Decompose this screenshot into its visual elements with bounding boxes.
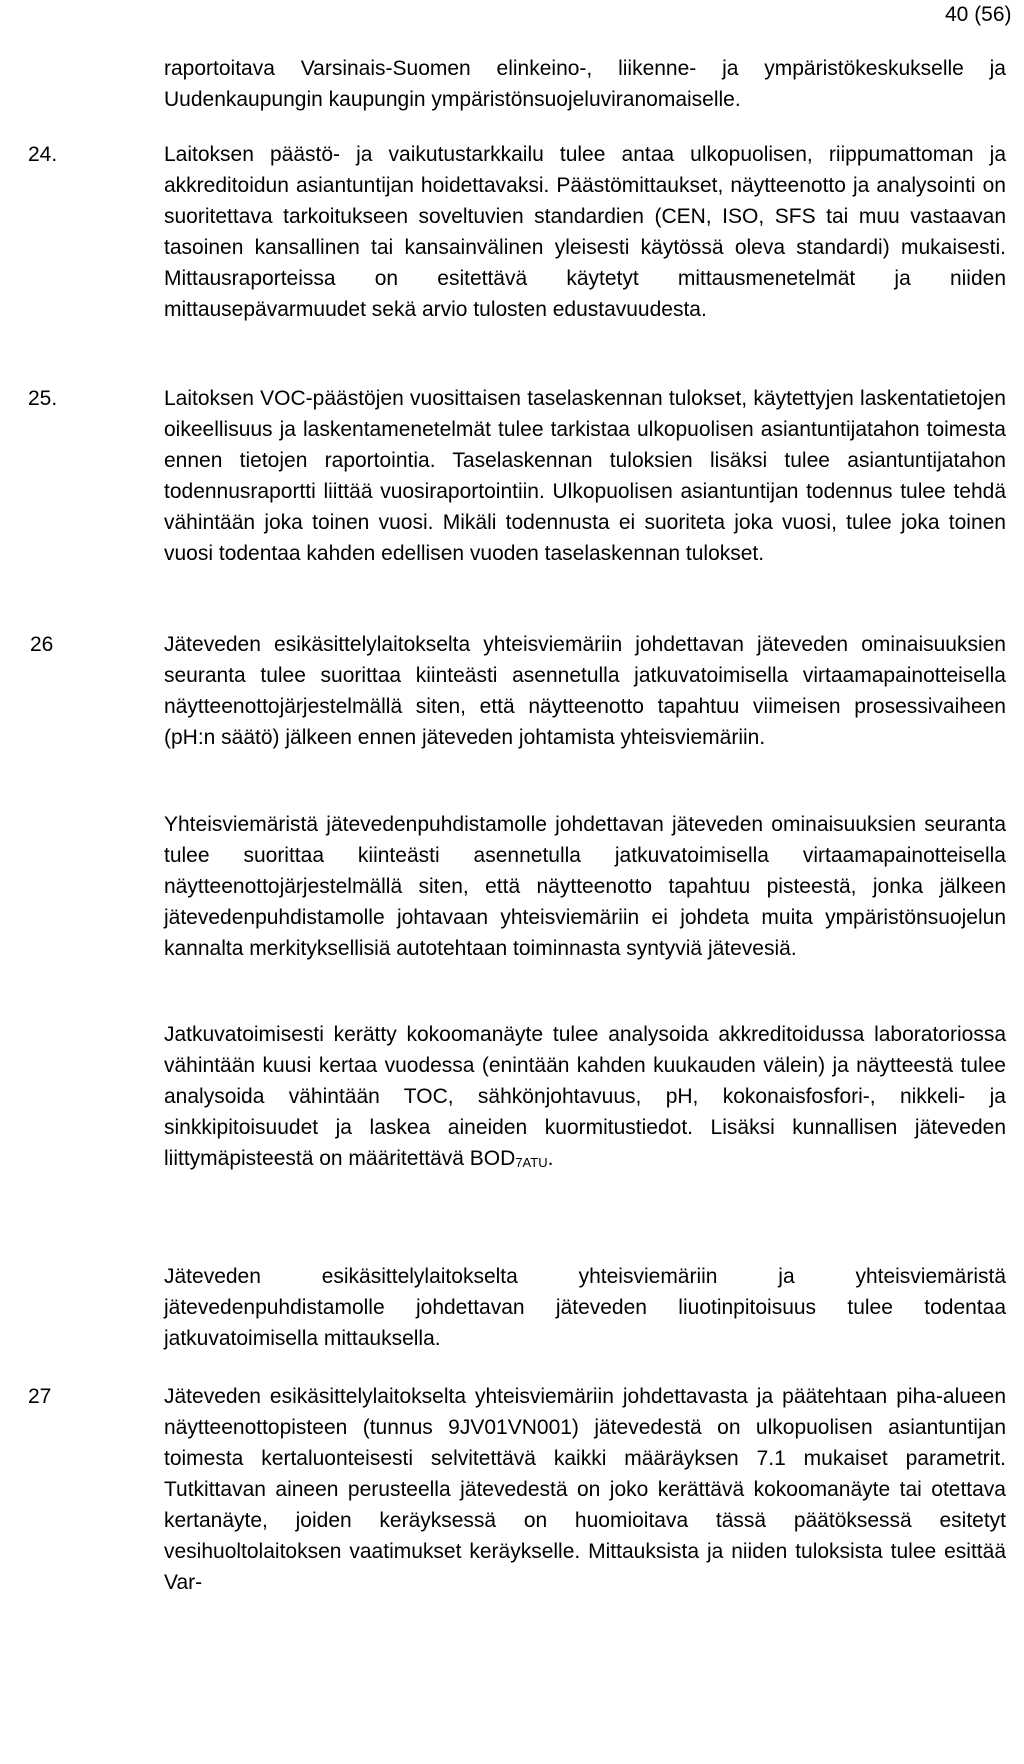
paragraph-continuation: raportoitava Varsinais-Suomen elinkeino-, liikenne- ja ympäristökeskukselle ja Uudenkaupungin kaupungin ympäristönsuojeluviranomaiselle. <box>164 57 1006 111</box>
paragraph-26-c <box>164 1019 1006 1178</box>
paragraph-26-c-text: Jatkuvatoimisesti kerätty kokoomanäyte tulee analysoida akkreditoidussa laboratoriossa vähintään kuusi kertaa vuodessa (enintään kahden kuukauden välein) ja näytteestä tulee analysoida vähintään TOC, sähkönjohtavuus, pH, kokonaisfosfori-, nikkeli- ja sinkkipitoisuudet ja laskea aineiden kuormitustiedot. Lisäksi kunnallisen jäteveden liittymäpisteestä on määritettävä BOD <box>164 1023 1006 1170</box>
section-number-27: 27 <box>28 1385 52 1408</box>
bod-subscript: 7ATU <box>515 1155 548 1170</box>
paragraph-26-d: Jäteveden esikäsittelylaitokselta yhteisviemäriin ja yhteisviemäristä jätevedenpuhdistamolle johdettavan jäteveden liuotinpitoisuus tulee todentaa jatkuvatoimisella mittauksella. <box>164 1265 1006 1350</box>
paragraph-26-c-tail: . <box>547 1147 554 1170</box>
section-number-24: 24. <box>28 143 58 166</box>
paragraph-27: Jäteveden esikäsittelylaitokselta yhteisviemäriin johdettavasta ja päätehtaan piha-alueen näytteenottopisteen (tunnus 9JV01VN001) jätevedestä on ulkopuolisen asiantuntijan toimesta kertaluonteisesti selvitettävä kaikki määräyksen 7.1 mukaiset parametrit. Tutkittavan aineen perusteella jätevedestä on joko kerättävä kokoomanäyte tai otettava kertanäyte, joiden keräyksessä on huomioitava tässä päätöksessä esitetyt vesihuoltolaitoksen vaatimukset keräykselle. Mittauksista ja niiden tuloksista tulee esittää Var- <box>164 1385 1006 1594</box>
paragraph-26: Jäteveden esikäsittelylaitokselta yhteisviemäriin johdettavan jäteveden ominaisuuksien seuranta tulee suorittaa kiinteästi asennetulla jatkuvatoimisella virtaamapainotteisella näytteenottojärjestelmällä siten, että näytteenotto tapahtuu viimeisen prosessivaiheen (pH:n säätö) jälkeen ennen jäteveden johtamista yhteisviemäriin. <box>164 633 1006 749</box>
paragraph-24: Laitoksen päästö- ja vaikutustarkkailu tulee antaa ulkopuolisen, riippumattoman ja akkreditoidun asiantuntijan hoidettavaksi. Päästömittaukset, näytteenotto ja analysointi on suoritettava tarkoitukseen soveltuvien standardien (CEN, ISO, SFS tai muu vastaavan tasoinen kansallinen tai kansainvälinen yleisesti käytössä oleva standardi) mukaisesti. Mittausraporteissa on esitettävä käytetyt mittausmenetelmät ja niiden mittausepävarmuudet sekä arvio tulosten edustavuudesta. <box>164 143 1006 321</box>
page-number: 40 (56) <box>945 3 1012 26</box>
section-number-25: 25. <box>28 387 58 410</box>
section-number-26: 26 <box>30 633 54 656</box>
paragraph-25: Laitoksen VOC-päästöjen vuosittaisen taselaskennan tulokset, käytettyjen laskentatietojen oikeellisuus ja laskentamenetelmät tulee tarkistaa ulkopuolisen asiantuntijatahon toimesta ennen tietojen raportointia. Taselaskennan tuloksien lisäksi tulee asiantuntijatahon todennusraportti liittää vuosiraportointiin. Ulkopuolisen asiantuntijan todennus tulee tehdä vähintään joka toinen vuosi. Mikäli todennusta ei suoriteta joka vuosi, tulee joka toinen vuosi todentaa kahden edellisen vuoden taselaskennan tulokset. <box>164 387 1006 565</box>
paragraph-26-b: Yhteisviemäristä jätevedenpuhdistamolle johdettavan jäteveden ominaisuuksien seuranta tulee suorittaa kiinteästi asennetulla jatkuvatoimisella virtaamapainotteisella näytteenottojärjestelmällä siten, että näytteenotto tapahtuu pisteestä, jonka jälkeen jätevedenpuhdistamolle johtavaan yhteisviemäriin ei johdeta muita ympäristönsuojelun kannalta merkityksellisiä autotehtaan toiminnasta syntyviä jätevesiä. <box>164 813 1006 960</box>
